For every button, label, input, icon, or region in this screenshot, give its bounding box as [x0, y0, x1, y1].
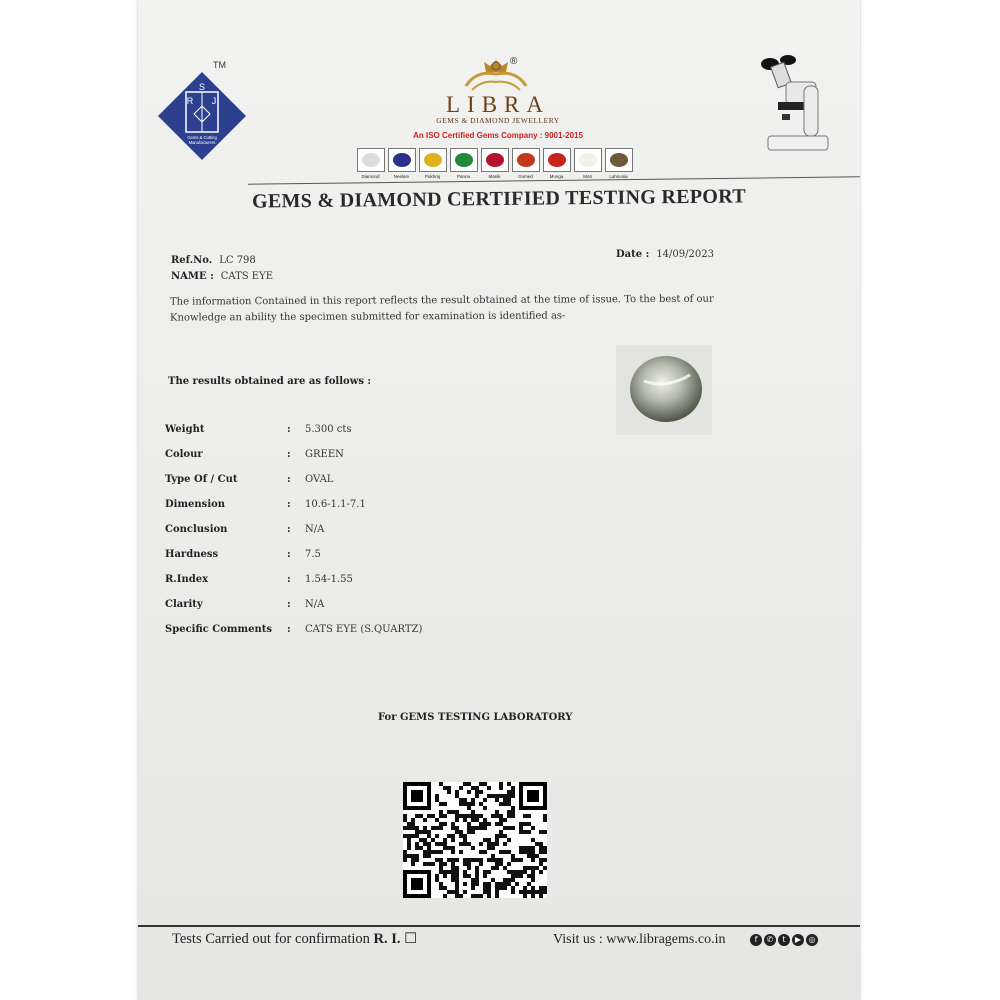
- gem-stone-icon: [548, 153, 566, 167]
- gem-label: Panna: [456, 174, 470, 179]
- brand-name: LIBRA: [446, 92, 550, 117]
- gem-item: [573, 148, 602, 179]
- gem-stone-icon: [486, 153, 504, 167]
- name-line: [171, 266, 273, 284]
- gem-item: [449, 148, 478, 179]
- result-value: N/A: [305, 599, 325, 610]
- gem-stone-icon: [455, 153, 473, 167]
- gem-label: Neelam: [393, 174, 410, 179]
- result-label: R.Index: [165, 574, 209, 585]
- result-row-cut: [165, 474, 505, 490]
- gemstone-photo: [616, 345, 712, 435]
- result-label: Type Of / Cut: [165, 474, 238, 485]
- ref-label: Ref.No.: [171, 255, 213, 266]
- gem-item: [604, 148, 633, 179]
- result-label: Weight: [165, 424, 205, 435]
- signature-label: For GEMS TESTING LABORATORY: [378, 712, 573, 723]
- result-value: 10.6-1.1-7.1: [305, 499, 366, 510]
- result-label: Clarity: [165, 599, 203, 610]
- result-value: 1.54-1.55: [305, 574, 353, 585]
- gem-item: [387, 148, 416, 179]
- twitter-icon: t: [778, 934, 790, 946]
- gem-item: [480, 148, 509, 179]
- gem-stone-icon: [362, 153, 380, 167]
- gem-stone-icon: [579, 153, 597, 167]
- gem-stone-icon: [393, 153, 411, 167]
- result-row-comments: [165, 624, 505, 640]
- svg-text:S: S: [198, 82, 206, 92]
- result-label: Conclusion: [165, 524, 228, 535]
- brand-iso-line: An ISO Certified Gems Company : 9001-2015: [413, 131, 583, 140]
- result-row-dimension: [165, 499, 505, 515]
- gem-label: Manik: [488, 174, 501, 179]
- results-heading: The results obtained are as follows :: [168, 376, 372, 387]
- report-title: GEMS & DIAMOND CERTIFIED TESTING REPORT: [251, 185, 747, 213]
- srj-logo-icon: [156, 70, 248, 162]
- date-value: 14/09/2023: [656, 249, 714, 260]
- result-value: 7.5: [305, 549, 321, 560]
- social-icons: [750, 934, 818, 946]
- gem-item: [511, 148, 540, 179]
- svg-text:J: J: [211, 96, 217, 106]
- result-colon: :: [287, 574, 291, 585]
- footer-website: Visit us : www.libragems.co.in: [553, 932, 726, 947]
- result-label: Hardness: [165, 549, 219, 560]
- result-colon: :: [287, 449, 291, 460]
- result-colon: :: [287, 499, 291, 510]
- result-value: OVAL: [305, 474, 334, 485]
- trademark-mark: TM: [213, 60, 226, 70]
- info-paragraph: The information Contained in this report reflects the result obtained at the time of issue. To the best of our Knowledge an ability the specimen submitted for examination is identified as-: [169, 293, 714, 324]
- result-row-conclusion: [165, 524, 505, 540]
- gem-label: Lahsunia: [609, 174, 628, 179]
- result-row-rindex: [165, 574, 505, 590]
- gem-label: Moti: [583, 174, 592, 179]
- result-value: CATS EYE (S.QUARTZ): [305, 624, 423, 635]
- gem-label: Diamond: [361, 174, 380, 179]
- result-colon: :: [287, 599, 291, 610]
- result-colon: :: [287, 424, 291, 435]
- name-label: NAME :: [171, 271, 214, 282]
- svg-text:R: R: [186, 96, 194, 106]
- result-label: Specific Comments: [165, 624, 272, 635]
- result-colon: :: [287, 549, 291, 560]
- brand-tagline: GEMS & DIAMOND JEWELLERY: [436, 116, 560, 125]
- gem-stone-icon: [517, 153, 535, 167]
- ref-value: LC 798: [219, 255, 256, 266]
- gem-stone-icon: [610, 153, 628, 167]
- svg-text:Gems & Cutting: Gems & Cutting: [187, 135, 217, 140]
- youtube-icon: ▶: [792, 934, 804, 946]
- gem-stone-icon: [424, 153, 442, 167]
- result-row-clarity: [165, 599, 505, 615]
- svg-text:Manufacturers: Manufacturers: [188, 140, 216, 145]
- footer-note-bold: R. I.: [373, 931, 401, 947]
- gem-label: Munga: [549, 174, 564, 179]
- result-label: Dimension: [165, 499, 226, 510]
- registered-mark: ®: [510, 56, 518, 67]
- whatsapp-icon: ✆: [764, 934, 776, 946]
- result-value: GREEN: [305, 449, 344, 460]
- result-row-colour: [165, 449, 505, 465]
- gem-item: [542, 148, 571, 179]
- microscope-icon: [756, 52, 838, 152]
- result-value: 5.300 cts: [305, 424, 352, 435]
- certificate-sheet: [138, 0, 860, 1000]
- footer-note-text: Tests Carried out for confirmation: [172, 931, 370, 947]
- result-colon: :: [287, 624, 291, 635]
- gem-strip: [356, 148, 633, 179]
- libra-crest-icon: [456, 56, 536, 96]
- facebook-icon: f: [750, 934, 762, 946]
- name-value: CATS EYE: [220, 271, 273, 282]
- date-line: [616, 244, 714, 262]
- result-colon: :: [287, 474, 291, 485]
- gem-item: [418, 148, 447, 179]
- result-colon: :: [287, 524, 291, 535]
- gem-label: Gomed: [518, 174, 533, 179]
- checkbox-icon: ☐: [404, 931, 418, 947]
- result-row-weight: [165, 424, 505, 440]
- qr-code-icon: [403, 782, 547, 898]
- date-label: Date :: [616, 249, 650, 260]
- result-label: Colour: [165, 449, 203, 460]
- footer-note: [172, 931, 417, 948]
- instagram-icon: ◎: [806, 934, 818, 946]
- result-row-hardness: [165, 549, 505, 565]
- gem-label: Pukhraj: [424, 174, 441, 179]
- footer-divider: [138, 925, 860, 927]
- gem-item: [356, 148, 385, 179]
- result-value: N/A: [305, 524, 325, 535]
